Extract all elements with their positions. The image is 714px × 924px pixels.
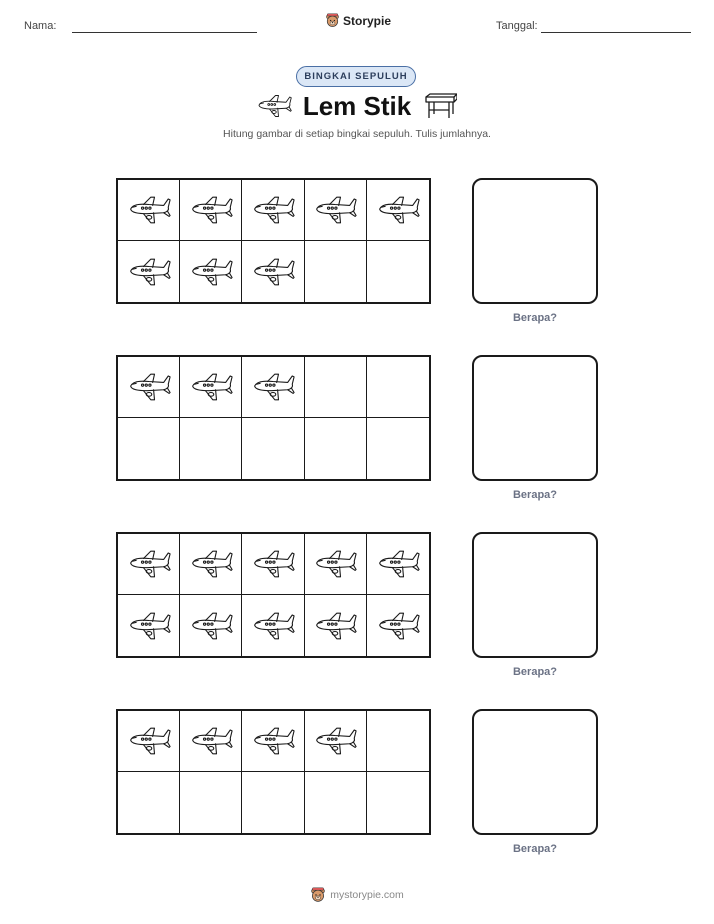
airplane-icon <box>251 611 295 641</box>
ten-frame-cell <box>367 772 429 833</box>
ten-frame-cell <box>180 180 242 241</box>
ten-frame-cell <box>305 357 367 418</box>
bear-logo-icon <box>325 13 340 28</box>
airplane-icon <box>313 195 357 225</box>
airplane-icon <box>127 726 171 756</box>
footer <box>0 887 714 903</box>
answer-prompt: Berapa? <box>512 489 558 501</box>
ten-frame-cell <box>305 241 367 302</box>
date-line <box>541 32 691 33</box>
ten-frame-cell <box>305 595 367 656</box>
airplane-icon <box>251 257 295 287</box>
ten-frame-cell <box>305 711 367 772</box>
answer-prompt: Berapa? <box>512 843 558 855</box>
ten-frame-cell <box>367 180 429 241</box>
airplane-icon <box>251 372 295 402</box>
airplane-icon <box>376 611 420 641</box>
airplane-icon <box>251 549 295 579</box>
airplane-icon <box>189 726 233 756</box>
ten-frame-cell <box>118 595 180 656</box>
airplane-icon <box>189 372 233 402</box>
airplane-icon <box>127 549 171 579</box>
answer-prompt: Berapa? <box>512 312 558 324</box>
ten-frame-cell <box>242 595 304 656</box>
ten-frame-cell <box>180 357 242 418</box>
ten-frame-cell <box>242 711 304 772</box>
date-label: Tanggal: <box>496 20 538 32</box>
name-label: Nama: <box>24 20 57 32</box>
airplane-icon <box>127 195 171 225</box>
ten-frame-cell <box>242 357 304 418</box>
ten-frame-cell <box>180 711 242 772</box>
ten-frame-cell <box>367 711 429 772</box>
airplane-icon <box>189 611 233 641</box>
ten-frame <box>116 178 431 304</box>
airplane-icon <box>313 726 357 756</box>
ten-frame-cell <box>180 241 242 302</box>
stool-icon <box>423 92 457 120</box>
ten-frame <box>116 709 431 835</box>
ten-frame-cell <box>180 772 242 833</box>
ten-frame <box>116 532 431 658</box>
ten-frame-cell <box>180 595 242 656</box>
ten-frame-cell <box>367 241 429 302</box>
airplane-icon <box>251 726 295 756</box>
airplane-icon <box>251 195 295 225</box>
ten-frame-cell <box>118 772 180 833</box>
ten-frame-cell <box>118 241 180 302</box>
answer-box[interactable] <box>472 178 598 304</box>
ten-frame-cell <box>242 241 304 302</box>
airplane-icon <box>189 549 233 579</box>
airplane-icon <box>127 257 171 287</box>
ten-frame-cell <box>367 357 429 418</box>
ten-frame-cell <box>118 534 180 595</box>
ten-frame-cell <box>242 180 304 241</box>
instruction-text: Hitung gambar di setiap bingkai sepuluh. Tulis jumlahnya. <box>223 128 491 140</box>
airplane-icon <box>376 195 420 225</box>
ten-frame-cell <box>367 534 429 595</box>
ten-frame-cell <box>180 418 242 479</box>
ten-frame-cell <box>242 534 304 595</box>
ten-frame-cell <box>305 772 367 833</box>
footer-url: mystorypie.com <box>330 889 404 901</box>
ten-frame-cell <box>305 418 367 479</box>
ten-frame-cell <box>118 418 180 479</box>
airplane-icon <box>189 257 233 287</box>
ten-frame-cell <box>118 180 180 241</box>
airplane-icon <box>313 549 357 579</box>
ten-frame-cell <box>180 534 242 595</box>
ten-frame-cell <box>118 711 180 772</box>
airplane-icon <box>376 549 420 579</box>
ten-frame-cell <box>305 180 367 241</box>
page-title: Lem Stik <box>302 91 412 121</box>
ten-frame-cell <box>242 772 304 833</box>
ten-frame-cell <box>242 418 304 479</box>
category-badge: BINGKAI SEPULUH <box>296 66 416 87</box>
bear-logo-icon <box>310 887 326 903</box>
ten-frame-cell <box>367 418 429 479</box>
ten-frame-cell <box>118 357 180 418</box>
airplane-icon <box>127 611 171 641</box>
ten-frame-cell <box>367 595 429 656</box>
airplane-icon <box>313 611 357 641</box>
answer-box[interactable] <box>472 709 598 835</box>
brand-logo <box>325 13 391 28</box>
brand-name: Storypie <box>343 13 392 28</box>
name-line <box>72 32 257 33</box>
ten-frame <box>116 355 431 481</box>
airplane-icon <box>189 195 233 225</box>
answer-box[interactable] <box>472 532 598 658</box>
answer-box[interactable] <box>472 355 598 481</box>
airplane-icon <box>127 372 171 402</box>
ten-frame-cell <box>305 534 367 595</box>
answer-prompt: Berapa? <box>512 666 558 678</box>
